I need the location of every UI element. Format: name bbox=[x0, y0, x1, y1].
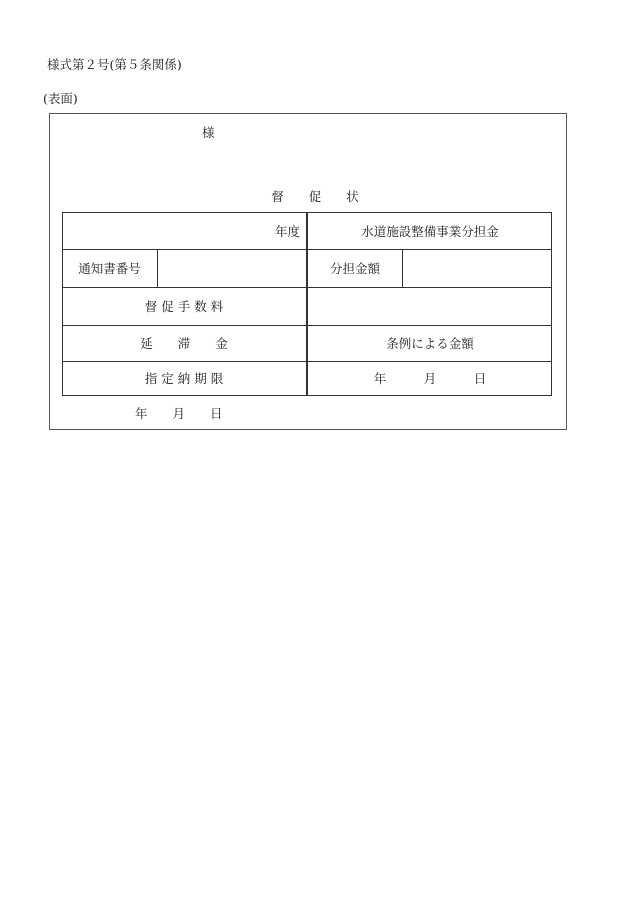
fee-label: 督 促 手 数 料 bbox=[144, 299, 224, 314]
document-title-text: 督 促 状 bbox=[271, 189, 359, 204]
notice-table bbox=[62, 212, 552, 396]
addressee-suffix: 様 bbox=[202, 125, 215, 140]
amount-value bbox=[403, 249, 551, 287]
late-fee-label: 延 滞 金 bbox=[140, 336, 228, 351]
amount-label: 分担金額 bbox=[329, 261, 380, 276]
notice-number-label: 通知書番号 bbox=[78, 261, 141, 276]
deadline-value: 年 月 日 bbox=[373, 371, 487, 386]
deadline-label: 指 定 納 期 限 bbox=[144, 371, 224, 386]
fee-value bbox=[308, 287, 552, 325]
issue-date: 年 月 日 bbox=[135, 406, 223, 421]
charge-name: 水道施設整備事業分担金 bbox=[361, 223, 499, 239]
side-label: (表面) bbox=[43, 91, 78, 106]
fiscal-year-label: 年度 bbox=[274, 223, 300, 239]
form-number-label: 様式第２号(第５条関係) bbox=[47, 57, 182, 72]
notice-number-value bbox=[158, 249, 306, 287]
late-fee-value: 条例による金額 bbox=[386, 336, 474, 351]
document-title bbox=[0, 187, 630, 205]
